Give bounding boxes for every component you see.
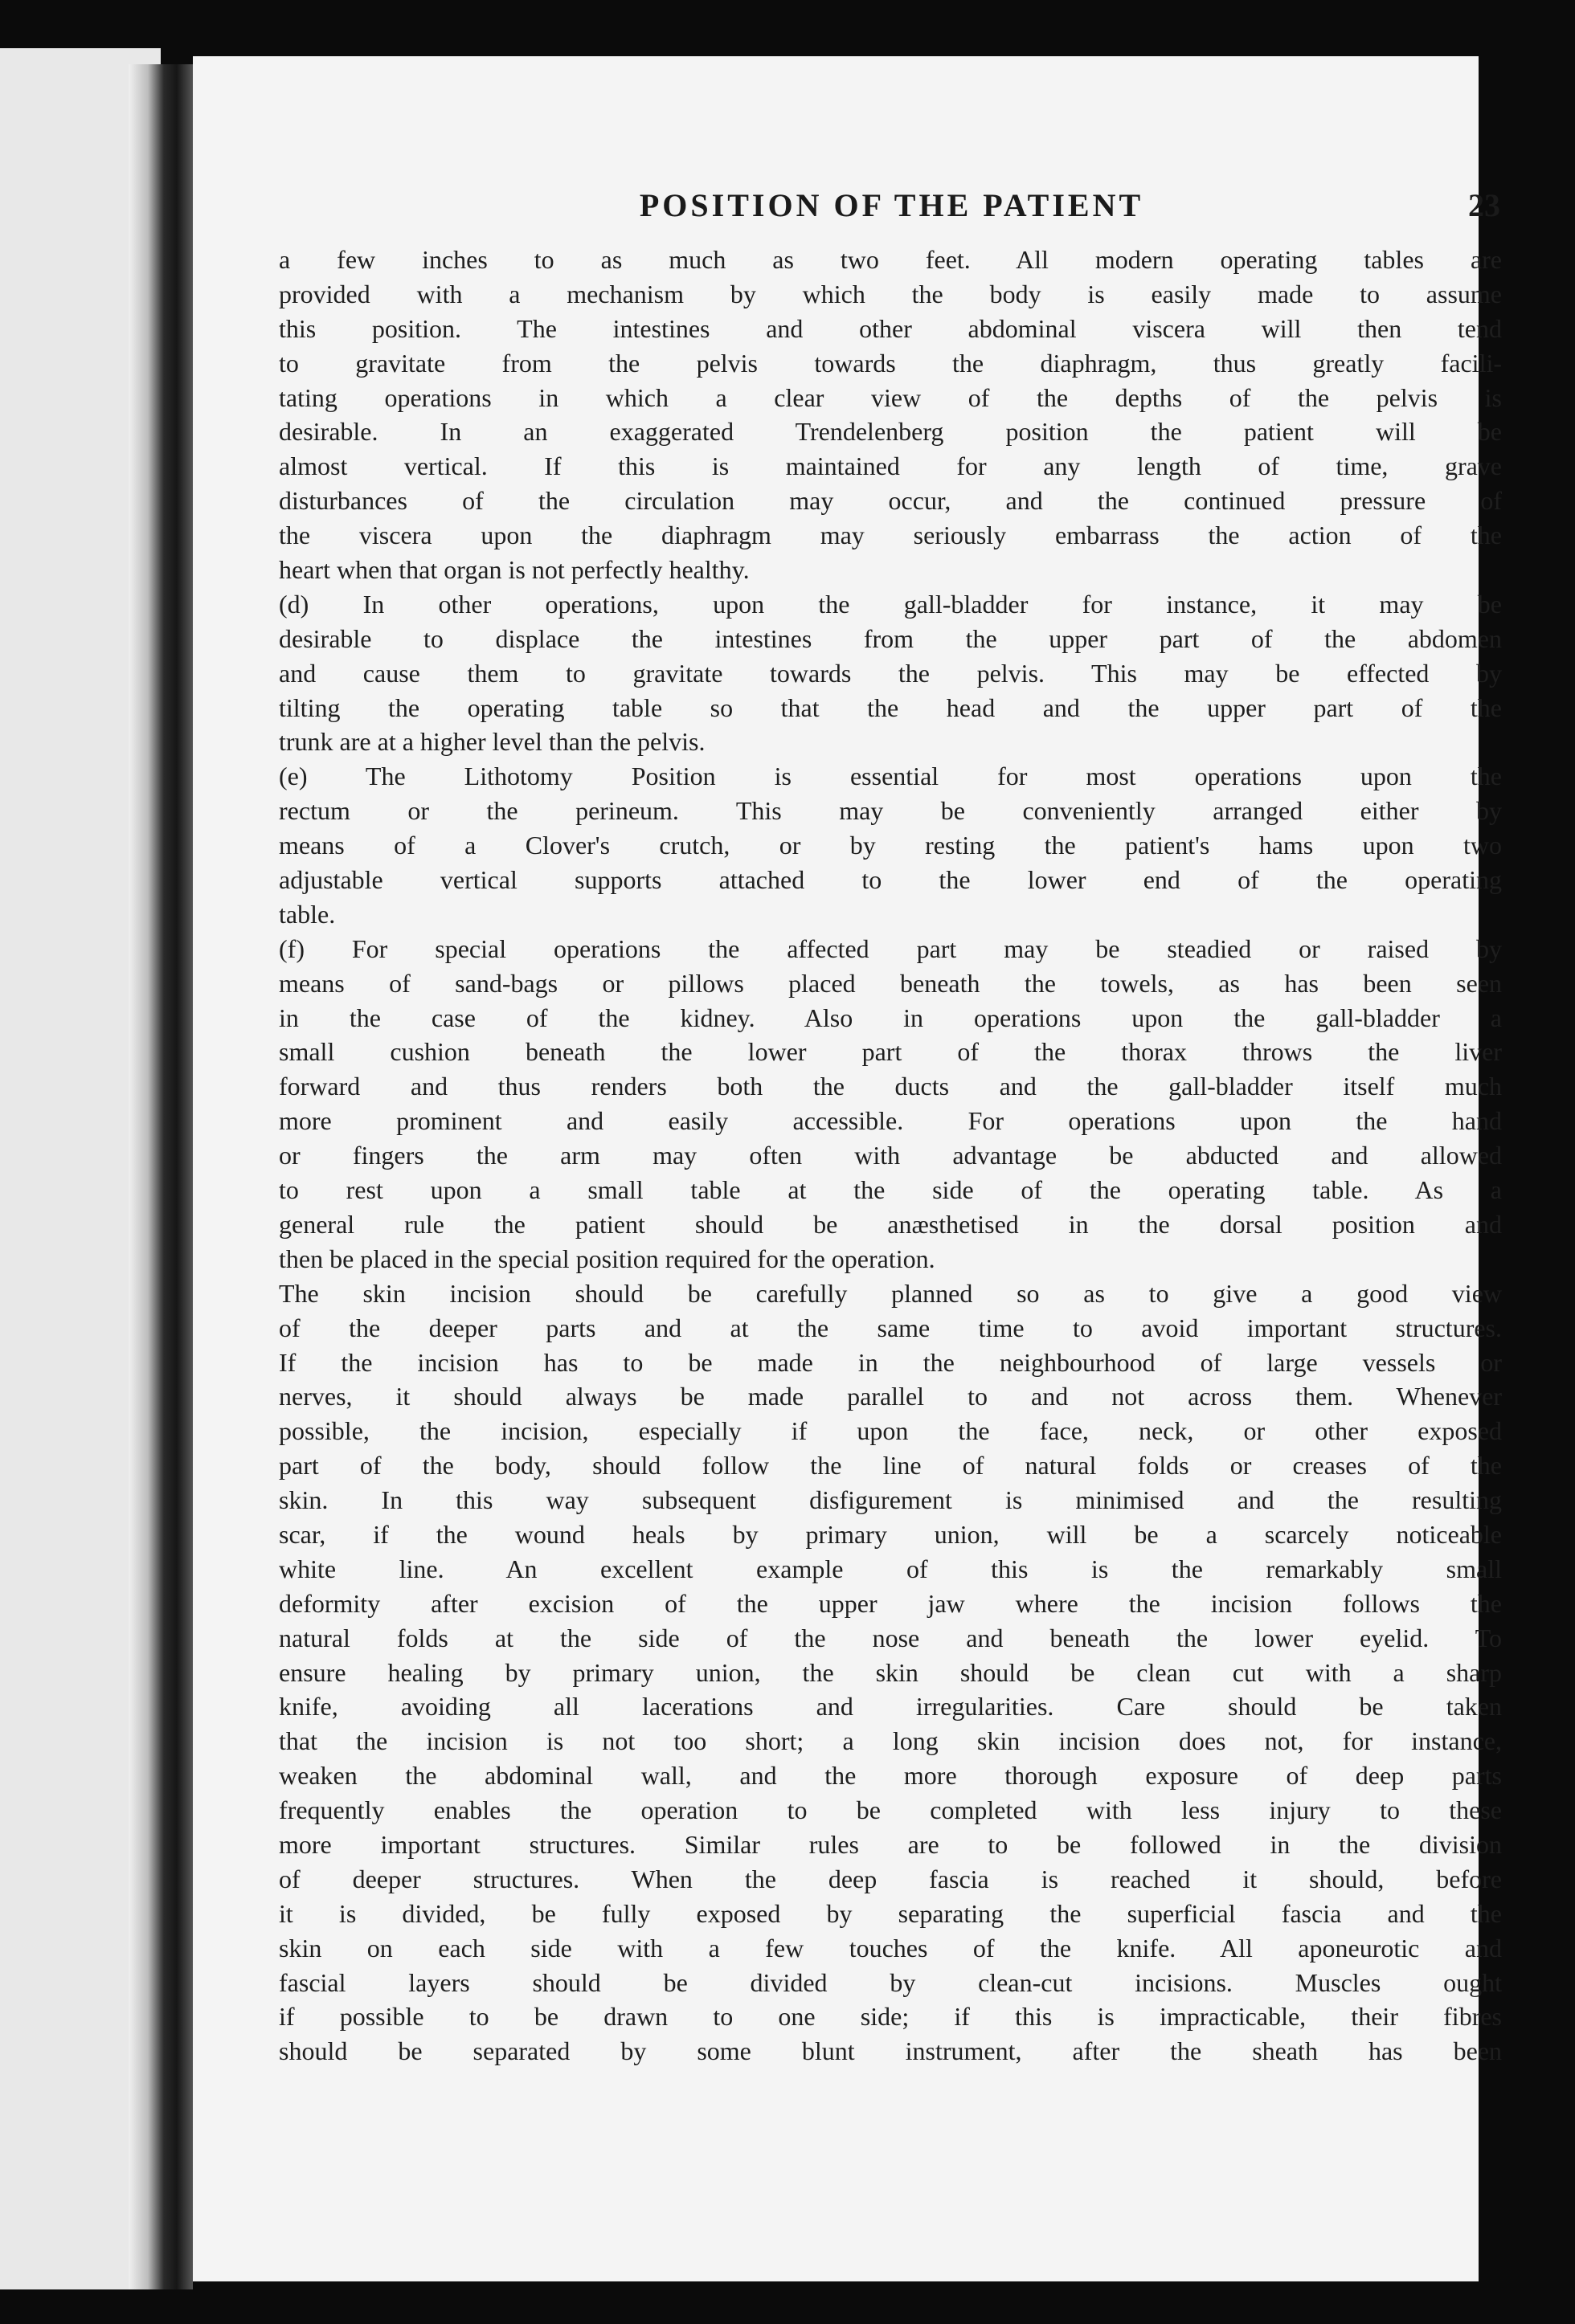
text-line: desirable. In an exaggerated Trendelenberg position the patient will be	[279, 417, 1502, 447]
text-line: deformity after excision of the upper jaw where the incision follows the	[279, 1588, 1502, 1618]
text-line: the viscera upon the diaphragm may seriously embarrass the action of the	[279, 521, 1502, 550]
text-line: skin on each side with a few touches of the knife. All aponeurotic and	[279, 1933, 1502, 1963]
text-line: a few inches to as much as two feet. All modern operating tables are	[279, 245, 1502, 274]
body-text	[279, 243, 1502, 2069]
text-line: if possible to be drawn to one side; if this is impracticable, their fibres	[279, 2002, 1502, 2032]
text-line: provided with a mechanism by which the body is easily made to assume	[279, 279, 1502, 308]
text-line: tating operations in which a clear view of the depths of the pelvis is	[279, 382, 1502, 412]
text-line: weaken the abdominal wall, and the more thorough exposure of deep parts	[279, 1761, 1502, 1791]
text-line: to rest upon a small table at the side of the operating table. As a	[279, 1175, 1502, 1205]
text-line: should be separated by some blunt instrument, after the sheath has been	[279, 2036, 1502, 2066]
running-header	[283, 186, 1500, 235]
text-line: or fingers the arm may often with advantage be abducted and allowed	[279, 1141, 1502, 1170]
text-line: small cushion beneath the lower part of the thorax throws the liver	[279, 1037, 1502, 1067]
text-line: this position. The intestines and other abdominal viscera will then tend	[279, 313, 1502, 343]
text-line: part of the body, should follow the line of natural folds or creases of the	[279, 1451, 1502, 1481]
text-line: more important structures. Similar rules are to be followed in the division	[279, 1829, 1502, 1859]
text-line: and cause them to gravitate towards the pelvis. This may be effected by	[279, 658, 1502, 688]
text-line: disturbances of the circulation may occur, and the continued pressure of	[279, 486, 1502, 516]
page-number: 23	[1468, 187, 1500, 223]
text-line: of deeper structures. When the deep fascia is reached it should, before	[279, 1864, 1502, 1893]
text-line: heart when that organ is not perfectly healthy.	[279, 555, 750, 585]
text-line: desirable to displace the intestines from the upper part of the abdomen	[279, 623, 1502, 653]
book-binding-gutter	[129, 64, 193, 2289]
text-line: fascial layers should be divided by clean-cut incisions. Muscles ought	[279, 1967, 1502, 1997]
text-line: If the incision has to be made in the neighbourhood of large vessels or	[279, 1347, 1502, 1377]
text-line: white line. An excellent example of this is the remarkably small	[279, 1554, 1502, 1583]
text-line: means of a Clover's crutch, or by resting the patient's hams upon two	[279, 831, 1502, 860]
book-page	[193, 56, 1502, 2281]
text-line: table.	[279, 899, 336, 929]
text-line: frequently enables the operation to be completed with less injury to these	[279, 1795, 1502, 1825]
text-line: to gravitate from the pelvis towards the diaphragm, thus greatly facili-	[279, 348, 1502, 378]
text-line: trunk are at a higher level than the pelvis.	[279, 727, 706, 757]
text-line: more prominent and easily accessible. For operations upon the hand	[279, 1106, 1502, 1136]
text-line: in the case of the kidney. Also in operations upon the gall-bladder a	[279, 1003, 1502, 1032]
text-line: (e) The Lithotomy Position is essential for most operations upon the	[279, 762, 1502, 791]
text-line: general rule the patient should be anæsthetised in the dorsal position and	[279, 1209, 1502, 1239]
text-line: it is divided, be fully exposed by separating the superficial fascia and the	[279, 1898, 1502, 1928]
text-line: means of sand-bags or pillows placed beneath the towels, as has been seen	[279, 968, 1502, 998]
text-line: scar, if the wound heals by primary union, will be a scarcely noticeable	[279, 1519, 1502, 1549]
text-line: of the deeper parts and at the same time to avoid important structures.	[279, 1313, 1502, 1342]
text-line: The skin incision should be carefully planned so as to give a good view	[279, 1278, 1502, 1308]
text-line: forward and thus renders both the ducts and the gall-bladder itself much	[279, 1072, 1502, 1101]
text-line: (d) In other operations, upon the gall-bladder for instance, it may be	[279, 589, 1502, 619]
text-line: nerves, it should always be made parallel to and not across them. Whenever	[279, 1382, 1502, 1411]
text-line: rectum or the perineum. This may be conveniently arranged either by	[279, 796, 1502, 826]
text-line: almost vertical. If this is maintained for any length of time, grave	[279, 451, 1502, 481]
text-line: skin. In this way subsequent disfigurement is minimised and the resulting	[279, 1485, 1502, 1515]
text-line: tilting the operating table so that the head and the upper part of the	[279, 692, 1502, 722]
text-line: then be placed in the special position required for the operation.	[279, 1244, 935, 1273]
text-line: that the incision is not too short; a long skin incision does not, for instance,	[279, 1726, 1502, 1756]
text-line: (f) For special operations the affected part may be steadied or raised by	[279, 933, 1502, 963]
text-line: ensure healing by primary union, the skin should be clean cut with a sharp	[279, 1657, 1502, 1687]
text-line: adjustable vertical supports attached to the lower end of the operating	[279, 865, 1502, 895]
text-line: natural folds at the side of the nose and beneath the lower eyelid. To	[279, 1623, 1502, 1652]
running-title: POSITION OF THE PATIENT	[639, 187, 1144, 223]
text-line: knife, avoiding all lacerations and irregularities. Care should be taken	[279, 1692, 1502, 1722]
text-line: possible, the incision, especially if upon the face, neck, or other exposed	[279, 1416, 1502, 1446]
